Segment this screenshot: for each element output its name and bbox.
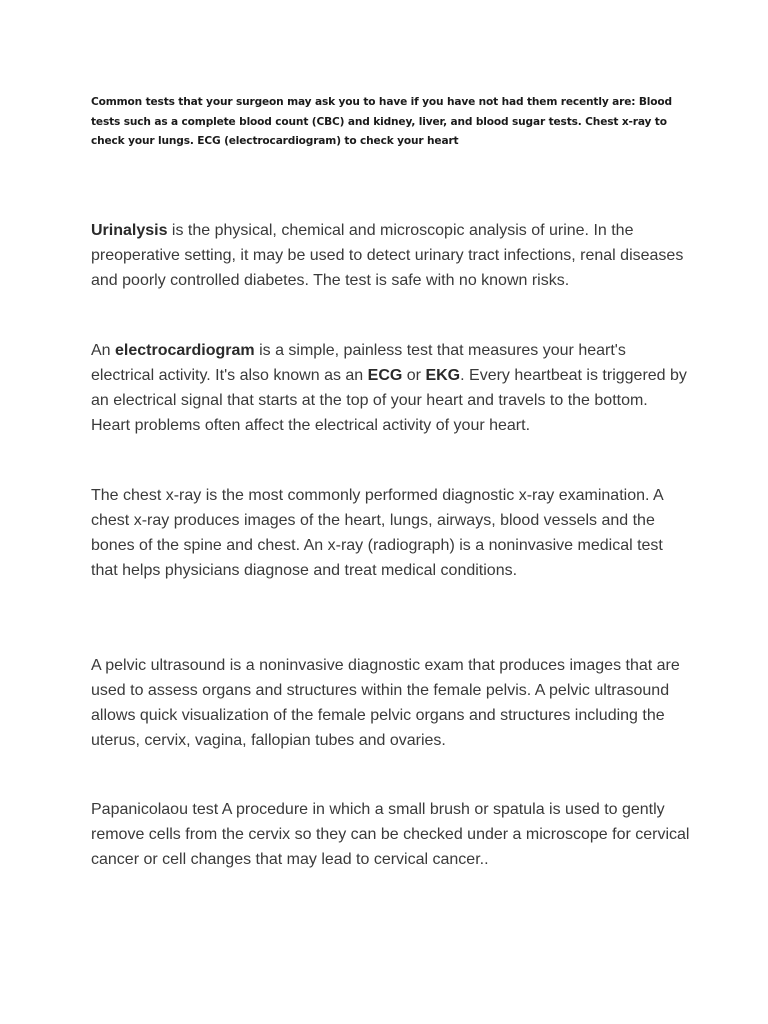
chest-xray-paragraph: The chest x-ray is the most commonly performed diagnostic x-ray examination. A chest x-ray produces images of the heart, lungs, airways, blood vessels and the bones of the spine and chest. An x-ray (radiograph) is a noninvasive medical test that helps physicians diagnose and treat medical conditions. [91,487,663,579]
ecg-text-3: . Every heartbeat is triggered by an electrical signal that starts at the top of your heart and travels to the bottom. Heart problems often affect the electrical activity of your heart. [91,367,687,434]
pap-test-paragraph: Papanicolaou test A procedure in which a small brush or spatula is used to gently remove cells from the cervix so they can be checked under a microscope for cervical cancer or cell changes that may lead to cervical cancer.. [91,801,690,868]
ecg-prefix: An [91,342,116,359]
urinalysis-term: Urinalysis [91,222,168,239]
ecg-abbr-ekg: EKG [425,367,461,384]
urinalysis-paragraph [91,218,691,293]
pelvic-ultrasound-paragraph: A pelvic ultrasound is a noninvasive diagnostic exam that produces images that are used to assess organs and structures within the female pelvis. A pelvic ultrasound allows quick visualization of the female pelvic organs and structures including the uterus, cervix, vagina, fallopian tubes and ovaries. [91,657,680,749]
ecg-abbr-ecg: ECG [367,367,403,384]
urinalysis-text: is the physical, chemical and microscopic analysis of urine. In the preoperative setting, it may be used to detect urinary tract infections, renal diseases and poorly controlled diabetes. The test is safe with no known risks. [91,222,684,289]
ecg-text-2: or [402,367,426,384]
intro-paragraph: Common tests that your surgeon may ask you to have if you have not had them recently are: Blood tests such as a complete blood count (CBC) and kidney, liver, and blood sugar tests. Chest x-ray to check your lungs. ECG (electrocardiogram) to check your heart [91,96,672,147]
ecg-term: electrocardiogram [115,342,255,359]
ecg-paragraph [91,338,691,438]
ecg-text-1: is a simple, painless test that measures your heart's electrical activity. It's also known as an [91,342,626,384]
